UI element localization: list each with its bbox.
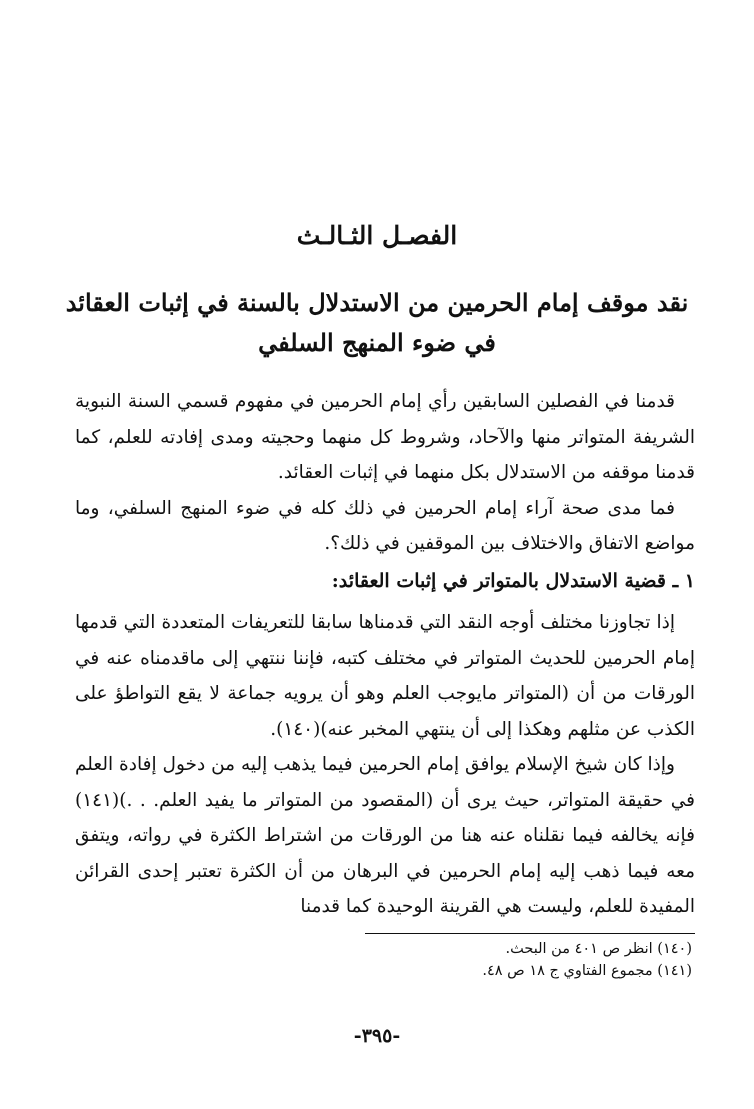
body-paragraph-1: إذا تجاوزنا مختلف أوجه النقد التي قدمناها سابقا للتعريفات المتعددة التي قدمها إمام الحرمين للحديث المتواتر في مختلف كتبه، فإننا ننتهي إلى ماقدمناه عنه في الورقات من أن (المتواتر مايوجب العلم وهو أن يرويه جماعة لا يقع التواطؤ على الكذب عن مثلهم وهكذا إلى أن ينتهي المخبر عنه)(١٤٠). (75, 612, 695, 740)
chapter-title: الفصـل الثـالـث (296, 221, 458, 250)
footnote-141: (١٤١) مجموع الفتاوي ج ١٨ ص ٤٨. (482, 963, 692, 979)
main-text (75, 605, 695, 925)
intro-text (75, 384, 695, 562)
footnotes (300, 938, 692, 982)
body-paragraph-2: وإذا كان شيخ الإسلام يوافق إمام الحرمين فيما يذهب إليه من دخول إفادة العلم في حقيقة المتواتر، حيث يرى أن (المقصود من المتواتر ما يفيد العلم. . .)(١٤١) فإنه يخالفه فيما نقلناه عنه هنا من الورقات من اشتراط الكثرة في رواته، ويتفق معه فيما ذهب إليه إمام الحرمين في البرهان من أن الكثرة تعتبر إحدى القرائن المفيدة للعلم، وليست هي القرينة الوحيدة كما قدمنا (75, 754, 695, 917)
subsection-heading: ١ ـ قضية الاستدلال بالمتواتر في إثبات العقائد: (331, 570, 695, 592)
section-title-line-2: في ضوء المنهج السلفي (258, 328, 496, 357)
page-number: -٣٩٥- (353, 1025, 401, 1047)
intro-paragraph-2: فما مدى صحة آراء إمام الحرمين في ذلك كله في ضوء المنهج السلفي، وما مواضع الاتفاق والاختلاف بين الموقفين في ذلك؟. (75, 497, 695, 554)
footnote-divider (365, 933, 695, 934)
section-title-line-1: نقد موقف إمام الحرمين من الاستدلال بالسنة في إثبات العقائد (65, 288, 689, 317)
footnote-140: (١٤٠) انظر ص ٤٠١ من البحث. (505, 941, 692, 957)
section-title (60, 283, 694, 363)
intro-paragraph-1: قدمنا في الفصلين السابقين رأي إمام الحرمين في مفهوم قسمي السنة النبوية الشريفة المتواتر منها والآحاد، وشروط كل منهما وحجيته ومدى إفادته للعلم، كما قدمنا موقفه من الاستدلال بكل منهما في إثبات العقائد. (75, 391, 695, 483)
